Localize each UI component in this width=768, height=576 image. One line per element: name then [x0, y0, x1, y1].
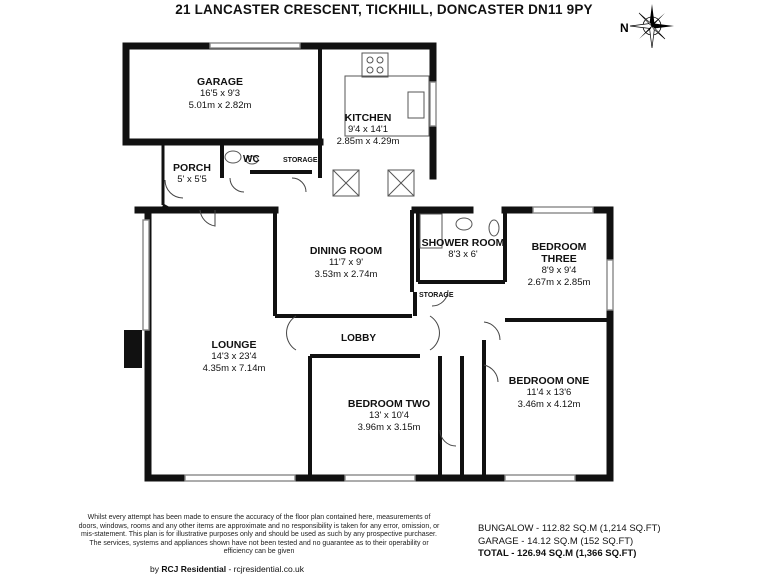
credit-brand: RCJ Residential	[161, 564, 227, 574]
room-porch	[173, 162, 211, 186]
room-imperial: 9'4 x 14'1	[347, 124, 389, 135]
room-imperial: 5' x 5'5	[177, 174, 207, 185]
door-swings	[165, 178, 500, 446]
room-lounge	[203, 339, 266, 375]
room-metric: 2.85m x 4.29m	[336, 136, 400, 147]
room-name: GARAGE	[196, 76, 244, 88]
room-metric: 2.67m x 2.85m	[527, 277, 591, 288]
room-shower	[422, 237, 505, 261]
chimney-breast	[124, 330, 142, 368]
room-name: BEDROOM	[531, 241, 587, 253]
room-name: BEDROOM TWO	[347, 398, 431, 410]
room-name: LOUNGE	[211, 339, 257, 351]
porch-walls	[163, 142, 172, 210]
area-summary	[478, 523, 661, 561]
room-imperial: 13' x 10'4	[368, 410, 410, 421]
room-metric: 3.96m x 3.15m	[357, 422, 421, 433]
room-name: KITCHEN	[344, 112, 392, 124]
room-imperial: 16'5 x 9'3	[199, 88, 241, 99]
room-imperial: 14'3 x 23'4	[211, 351, 257, 362]
room-bedroom-one	[509, 375, 590, 411]
room-imperial: 8'9 x 9'4	[541, 265, 577, 276]
room-dining	[310, 245, 382, 281]
room-metric: 4.35m x 7.14m	[202, 363, 266, 374]
room-garage	[189, 76, 252, 112]
credit-line	[150, 564, 304, 574]
room-metric: 3.46m x 4.12m	[517, 399, 581, 410]
room-name: DINING ROOM	[309, 245, 383, 257]
credit-url: - rcjresidential.co.uk	[228, 564, 305, 574]
room-imperial: 11'7 x 9'	[328, 257, 364, 268]
page-title: 21 LANCASTER CRESCENT, TICKHILL, DONCASTER DN11 9PY	[175, 2, 593, 17]
room-imperial: 8'3 x 6'	[448, 249, 478, 260]
credit-prefix: by	[150, 564, 159, 574]
area-bungalow: BUNGALOW - 112.82 SQ.M (1,214 SQ.FT)	[478, 523, 661, 534]
room-name: SHOWER ROOM	[421, 237, 505, 249]
room-metric: 3.53m x 2.74m	[314, 269, 378, 280]
room-name-line2: THREE	[541, 253, 577, 265]
room-imperial: 11'4 x 13'6	[526, 387, 572, 398]
room-name: PORCH	[173, 162, 211, 174]
area-garage: GARAGE - 14.12 SQ.M (152 SQ.FT)	[478, 535, 634, 547]
disclaimer-text: Whilst every attempt has been made to ensure the accuracy of the floor plan contained here, measurements of doors, windows, rooms and any other items are approximate and no responsibility is taken for any error, omission, or mis-statement. This plan is for illustrative purposes only and should be used as such by any prospective purchaser. The services, systems and appliances shown have not been tested and no guarantee as to their operability or efficiency can be given	[78, 514, 440, 556]
room-bedroom-three	[528, 241, 591, 289]
compass-north-letter: N	[620, 21, 629, 35]
area-total: TOTAL - 126.94 SQ.M (1,366 SQ.FT)	[478, 548, 637, 559]
label-wc: WC	[243, 154, 260, 165]
room-name: BEDROOM ONE	[508, 375, 590, 387]
sanitary-fittings	[225, 151, 499, 248]
label-lobby: LOBBY	[341, 333, 376, 344]
room-metric: 5.01m x 2.82m	[188, 100, 252, 111]
label-storage-mid: STORAGE	[419, 292, 454, 299]
room-bedroom-two	[348, 398, 430, 434]
room-kitchen	[337, 112, 400, 148]
label-storage-top: STORAGE	[283, 157, 318, 164]
